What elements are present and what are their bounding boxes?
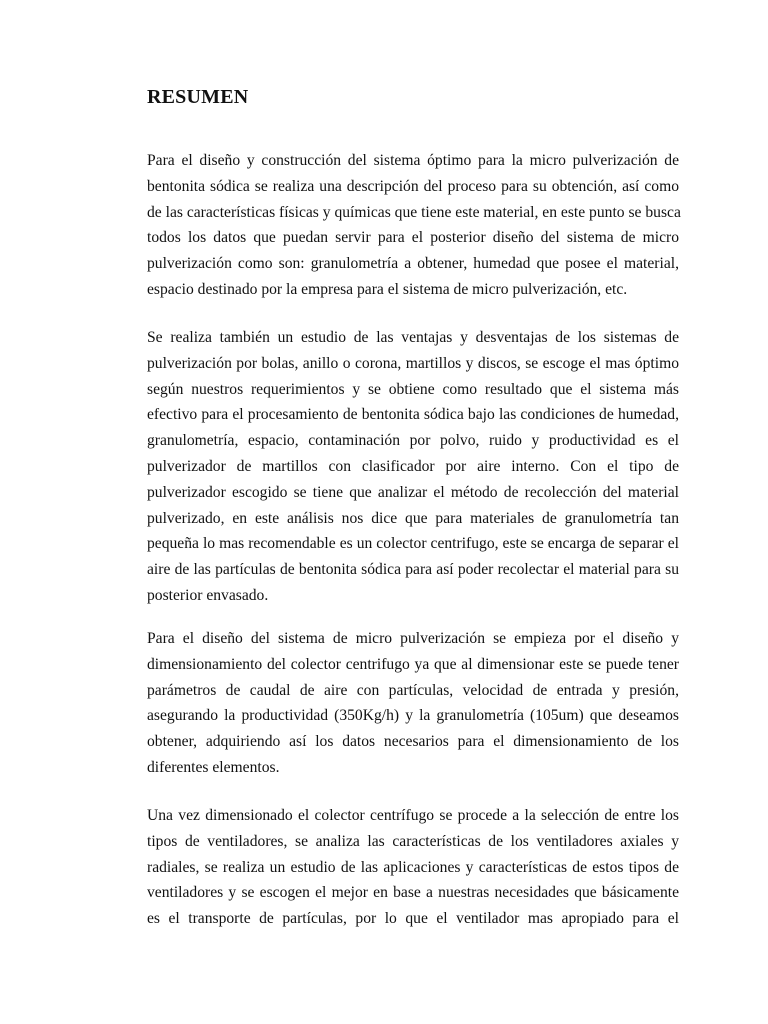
paragraph-4	[147, 803, 679, 932]
text-line: bentonita sódica se realiza una descripción del proceso para su obtención, así como	[147, 177, 679, 195]
text-line: dimensionamiento del colector centrifugo ya que al dimensionar este se puede tener	[147, 655, 679, 673]
text-line: obtener, adquiriendo así los datos necesarios para el dimensionamiento de los	[147, 733, 679, 751]
text-line: Una vez dimensionado el colector centrífugo se procede a la selección de entre los	[147, 807, 679, 824]
text-line: efectivo para el procesamiento de bentonita sódica bajo las condiciones de humedad,	[147, 406, 679, 424]
text-line: asegurando la productividad (350Kg/h) y la granulometría (105um) que deseamos	[147, 707, 679, 725]
text-line: posterior envasado.	[147, 586, 269, 604]
paragraph-3	[147, 626, 679, 781]
text-line: ventiladores y se escogen el mejor en base a nuestras necesidades que básicamente	[147, 884, 679, 902]
text-line: Para el diseño y construcción del sistema óptimo para la micro pulverización de	[147, 152, 679, 169]
text-line: Para el diseño del sistema de micro pulverización se empieza por el diseño y	[147, 630, 679, 647]
text-line: diferentes elementos.	[147, 758, 280, 776]
text-line: aire de las partículas de bentonita sódica para así poder recolectar el material para su	[147, 561, 679, 579]
text-line: tipos de ventiladores, se analiza las características de los ventiladores axiales y	[147, 832, 679, 850]
paragraph-1	[147, 148, 679, 303]
text-line: pequeña lo mas recomendable es un colector centrifugo, este se encarga de separar el	[147, 535, 679, 553]
text-line: pulverización por bolas, anillo o corona, martillos y discos, se escoge el mas óptimo	[147, 354, 679, 372]
text-line: de las características físicas y químicas que tiene este material, en este punto se busca	[147, 203, 681, 221]
page-title: RESUMEN	[147, 86, 249, 108]
text-line: pulverización como son: granulometría a obtener, humedad que posee el material,	[147, 255, 679, 273]
text-line: granulometría, espacio, contaminación por polvo, ruido y productividad es el	[147, 432, 679, 450]
text-line: todos los datos que puedan servir para el posterior diseño del sistema de micro	[147, 229, 679, 247]
text-line: radiales, se realiza un estudio de las aplicaciones y características de estos tipos de	[147, 858, 679, 876]
text-line: espacio destinado por la empresa para el sistema de micro pulverización, etc.	[147, 280, 628, 298]
text-line: pulverizador escogido se tiene que analizar el método de recolección del material	[147, 483, 679, 501]
text-line: es el transporte de partículas, por lo que el ventilador mas apropiado para el	[147, 910, 679, 928]
paragraph-2	[147, 325, 679, 609]
text-line: Se realiza también un estudio de las ventajas y desventajas de los sistemas de	[147, 329, 679, 346]
text-line: parámetros de caudal de aire con partículas, velocidad de entrada y presión,	[147, 681, 679, 699]
text-line: pulverizador de martillos con clasificador por aire interno. Con el tipo de	[147, 457, 679, 475]
text-line: pulverizado, en este análisis nos dice que para materiales de granulometría tan	[147, 509, 679, 527]
text-line: según nuestros requerimientos y se obtiene como resultado que el sistema más	[147, 380, 679, 398]
